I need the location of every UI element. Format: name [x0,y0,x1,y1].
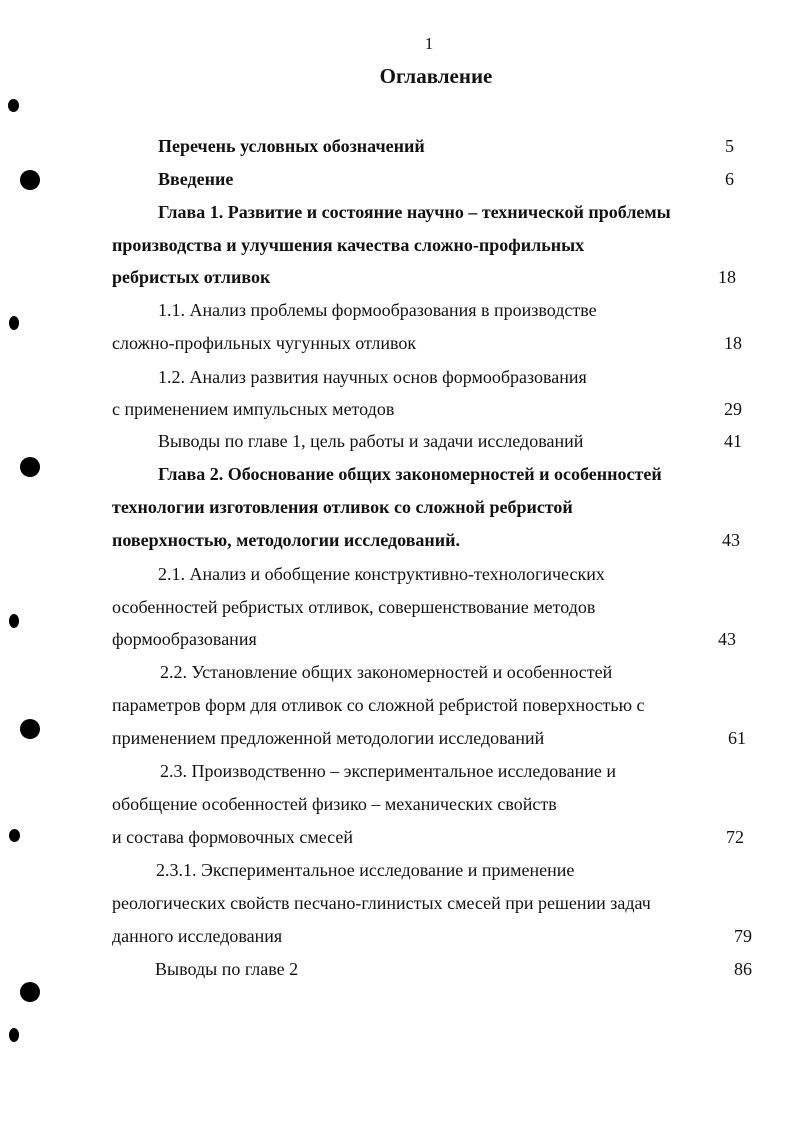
toc-entry-text: Глава 1. Развитие и состояние научно – технической проблемы [158,202,671,222]
binder-hole [9,316,19,330]
toc-entry-text: 2.3.1. Экспериментальное исследование и применение [156,860,575,880]
toc-entry-page: 72 [726,827,744,847]
toc-entry-text: с применением импульсных методов [112,399,395,419]
toc-entry-text: реологических свойств песчано-глинистых смесей при решении задач [112,893,651,913]
toc-entry-text: Введение [158,169,234,189]
toc-entry-text: 2.2. Установление общих закономерностей и особенностей [160,662,613,682]
toc-entry-page: 79 [734,926,752,946]
binder-hole [20,170,40,190]
toc-entry-text: поверхностью, методологии исследований. [112,530,461,550]
toc-entry-text: Выводы по главе 1, цель работы и задачи исследований [158,431,584,451]
toc-entry-text: особенностей ребристых отливок, совершенствование методов [112,597,596,617]
toc-entry-text: параметров форм для отливок со сложной ребристой поверхностью с [112,695,645,715]
toc-entry-text: ребристых отливок [112,267,271,287]
toc-entry-text: 1.2. Анализ развития научных основ формообразования [158,367,587,387]
toc-entry-text: Глава 2. Обоснование общих закономерностей и особенностей [158,464,662,484]
toc-entry-page: 43 [722,530,740,550]
toc-entry-text: обобщение особенностей физико – механических свойств [112,794,557,814]
toc-entry-page: 86 [734,959,752,979]
toc-entry-page: 6 [725,169,734,189]
toc-entry-text: данного исследования [112,926,283,946]
toc-entry-page: 29 [724,399,742,419]
binder-hole [9,829,20,842]
toc-entry-text: Перечень условных обозначений [158,136,425,156]
toc-entry-text: производства и улучшения качества сложно-профильных [112,235,585,255]
toc-entry-page: 18 [724,333,742,353]
binder-hole [20,719,40,739]
page-number: 1 [424,34,434,53]
binder-hole [20,457,40,477]
toc-entry-page: 41 [724,431,742,451]
toc-entry-page: 61 [728,728,746,748]
toc-entry-text: сложно-профильных чугунных отливок [112,333,417,353]
toc-entry-text: технологии изготовления отливок со сложной ребристой [112,497,573,517]
toc-entry-text: формообразования [112,629,257,649]
toc-entry-text: 1.1. Анализ проблемы формообразования в производстве [158,300,597,320]
toc-entry-text: 2.1. Анализ и обобщение конструктивно-технологических [158,564,605,584]
binder-hole [20,982,40,1002]
binder-hole [8,99,19,112]
toc-entry-text: 2.3. Производственно – экспериментальное исследование и [160,761,616,781]
toc-entry-text: Выводы по главе 2 [155,959,299,979]
toc-entry-page: 18 [718,267,736,287]
toc-entry-text: применением предложенной методологии исследований [112,728,545,748]
toc-entry-text: и состава формовочных смесей [112,827,354,847]
binder-hole [9,1028,19,1042]
toc-entry-page: 5 [725,136,734,156]
toc-entry-page: 43 [718,629,736,649]
page-title: Оглавление [379,64,493,88]
binder-hole [9,614,19,628]
